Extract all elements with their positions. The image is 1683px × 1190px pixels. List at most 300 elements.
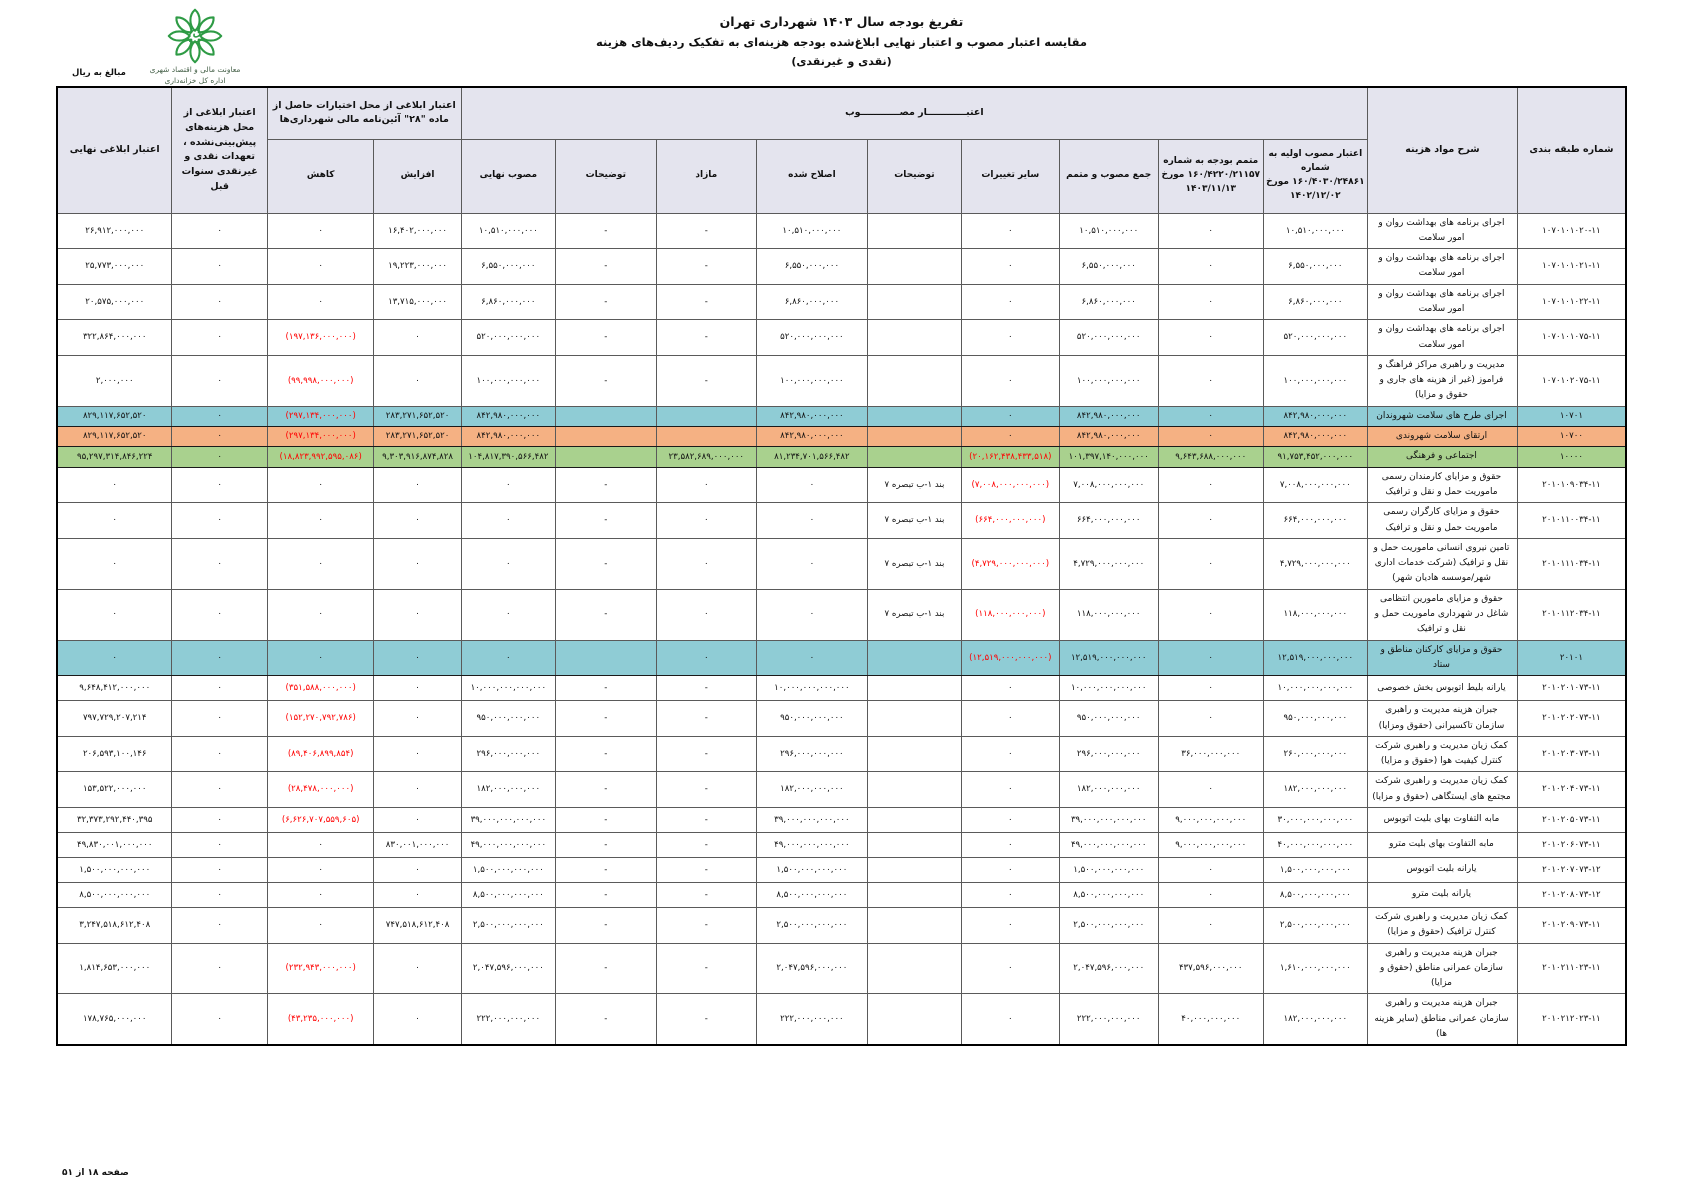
cell-increase: ۰: [374, 640, 461, 676]
cell-expense-description: مابه التفاوت بهای بلیت مترو: [1368, 833, 1518, 858]
cell-note-surplus: -: [556, 676, 656, 701]
table-row: [57, 772, 1626, 808]
cell-surplus: ۰: [656, 503, 756, 539]
cell-increase: ۰: [374, 589, 461, 640]
cell-final-approved: ۲,۰۴۷,۵۹۶,۰۰۰,۰۰۰: [461, 943, 555, 994]
cell-initial-approved: ۸,۵۰۰,۰۰۰,۰۰۰,۰۰۰: [1263, 883, 1368, 908]
cell-final-allocated: ۸۲۹,۱۱۷,۶۵۲,۵۲۰: [57, 427, 172, 447]
table-row: [57, 320, 1626, 356]
cell-note-surplus: -: [556, 355, 656, 406]
cell-final-allocated: ۸,۵۰۰,۰۰۰,۰۰۰,۰۰۰: [57, 883, 172, 908]
cell-final-approved: ۹۵۰,۰۰۰,۰۰۰,۰۰۰: [461, 701, 555, 737]
cell-unforeseen: ۰: [172, 736, 267, 772]
cell-expense-description: کمک زیان مدیریت و راهبری شرکت مجتمع های ایستگاهی (حقوق و مزایا): [1368, 772, 1518, 808]
cell-unforeseen: ۰: [172, 676, 267, 701]
cell-initial-approved: ۱۸۲,۰۰۰,۰۰۰,۰۰۰: [1263, 994, 1368, 1045]
cell-final-approved: ۱,۵۰۰,۰۰۰,۰۰۰,۰۰۰: [461, 858, 555, 883]
cell-unforeseen: ۰: [172, 589, 267, 640]
cell-decrease: (۴۳,۲۳۵,۰۰۰,۰۰۰): [267, 994, 374, 1045]
cell-decrease: ۰: [267, 833, 374, 858]
col-header-decrease: کاهش: [267, 139, 374, 213]
cell-final-approved: ۶,۵۵۰,۰۰۰,۰۰۰: [461, 249, 555, 285]
cell-note-surplus: -: [556, 467, 656, 503]
cell-other-changes: (۱۱۸,۰۰۰,۰۰۰,۰۰۰): [962, 589, 1059, 640]
cell-expense-description: جبران هزینه مدیریت و راهبری سازمان عمرانی مناطق (سایر هزینه ها): [1368, 994, 1518, 1045]
cell-other-changes: (۷,۰۰۸,۰۰۰,۰۰۰,۰۰۰): [962, 467, 1059, 503]
cell-initial-approved: ۶,۵۵۰,۰۰۰,۰۰۰: [1263, 249, 1368, 285]
cell-initial-approved: ۱,۶۱۰,۰۰۰,۰۰۰,۰۰۰: [1263, 943, 1368, 994]
cell-classification-code: ۲۰۱۰۲۱۲۰۲۳-۱۱: [1517, 994, 1626, 1045]
cell-decrease: ۰: [267, 858, 374, 883]
cell-note-changes: [867, 447, 961, 467]
cell-initial-approved: ۲,۵۰۰,۰۰۰,۰۰۰,۰۰۰: [1263, 908, 1368, 944]
cell-other-changes: ۰: [962, 883, 1059, 908]
cell-note-changes: [867, 943, 961, 994]
cell-note-surplus: -: [556, 284, 656, 320]
cell-surplus: ۰: [656, 467, 756, 503]
cell-classification-code: ۲۰۱۰۱۱۰۰۳۴-۱۱: [1517, 503, 1626, 539]
col-header-other-changes: سایر تغییرات: [962, 139, 1059, 213]
cell-supplement: ۳۶,۰۰۰,۰۰۰,۰۰۰: [1158, 736, 1263, 772]
org-header: [110, 8, 280, 87]
table-row: [57, 427, 1626, 447]
cell-initial-approved: ۲۶۰,۰۰۰,۰۰۰,۰۰۰: [1263, 736, 1368, 772]
cell-note-changes: [867, 833, 961, 858]
cell-sum-approved: ۴,۷۲۹,۰۰۰,۰۰۰,۰۰۰: [1059, 538, 1158, 589]
cell-classification-code: ۱۰۷۰۰: [1517, 427, 1626, 447]
cell-other-changes: ۰: [962, 284, 1059, 320]
cell-increase: ۰: [374, 676, 461, 701]
cell-sum-approved: ۳۹,۰۰۰,۰۰۰,۰۰۰,۰۰۰: [1059, 808, 1158, 833]
cell-expense-description: تامین نیروی انسانی ماموریت حمل و نقل و ترافیک (شرکت خدمات اداری شهر/موسسه هادیان شهر): [1368, 538, 1518, 589]
cell-initial-approved: ۱۰,۵۱۰,۰۰۰,۰۰۰: [1263, 213, 1368, 249]
cell-note-changes: [867, 883, 961, 908]
cell-note-surplus: -: [556, 858, 656, 883]
cell-expense-description: اجرای برنامه های بهداشت روان و امور سلامت: [1368, 320, 1518, 356]
cell-sum-approved: ۸,۵۰۰,۰۰۰,۰۰۰,۰۰۰: [1059, 883, 1158, 908]
cell-increase: ۰: [374, 883, 461, 908]
col-header-surplus: مازاد: [656, 139, 756, 213]
cell-other-changes: ۰: [962, 213, 1059, 249]
cell-expense-description: اجرای برنامه های بهداشت روان و امور سلامت: [1368, 213, 1518, 249]
cell-other-changes: ۰: [962, 908, 1059, 944]
cell-unforeseen: ۰: [172, 908, 267, 944]
cell-supplement: ۰: [1158, 701, 1263, 737]
table-row: [57, 701, 1626, 737]
cell-final-allocated: ۷۹۷,۷۲۹,۲۰۷,۲۱۴: [57, 701, 172, 737]
cell-decrease: ۰: [267, 883, 374, 908]
cell-supplement: ۰: [1158, 284, 1263, 320]
cell-initial-approved: ۱۸۲,۰۰۰,۰۰۰,۰۰۰: [1263, 772, 1368, 808]
cell-note-surplus: -: [556, 833, 656, 858]
cell-unforeseen: ۰: [172, 858, 267, 883]
cell-decrease: ۰: [267, 908, 374, 944]
page-number: صفحه ۱۸ از ۵۱: [62, 1168, 129, 1178]
cell-initial-approved: ۱۲,۵۱۹,۰۰۰,۰۰۰,۰۰۰: [1263, 640, 1368, 676]
cell-decrease: (۱۵۲,۲۷۰,۷۹۲,۷۸۶): [267, 701, 374, 737]
col-header-expense-description: شرح مواد هزینه: [1368, 87, 1518, 213]
org-name-line1: معاونت مالی و اقتصاد شهری: [149, 65, 241, 74]
page-title: تفریغ بودجه سال ۱۴۰۳ شهرداری تهران: [719, 14, 964, 29]
document-header: [400, 14, 1283, 68]
cell-initial-approved: ۳۰,۰۰۰,۰۰۰,۰۰۰,۰۰۰: [1263, 808, 1368, 833]
cell-expense-description: یارانه بلیت اتوبوس: [1368, 858, 1518, 883]
cell-note-surplus: -: [556, 701, 656, 737]
cell-initial-approved: ۹۱,۷۵۳,۴۵۲,۰۰۰,۰۰۰: [1263, 447, 1368, 467]
cell-other-changes: ۰: [962, 994, 1059, 1045]
table-row: [57, 833, 1626, 858]
cell-sum-approved: ۶,۵۵۰,۰۰۰,۰۰۰: [1059, 249, 1158, 285]
cell-classification-code: ۲۰۱۰۱۱۱۰۳۴-۱۱: [1517, 538, 1626, 589]
cell-sum-approved: ۶۶۴,۰۰۰,۰۰۰,۰۰۰: [1059, 503, 1158, 539]
cell-other-changes: ۰: [962, 736, 1059, 772]
cell-expense-description: کمک زیان مدیریت و راهبری شرکت کنترل کیفیت هوا (حقوق و مزایا): [1368, 736, 1518, 772]
cell-classification-code: ۲۰۱۰۲۰۸۰۷۳-۱۲: [1517, 883, 1626, 908]
cell-surplus: -: [656, 943, 756, 994]
table-row: [57, 736, 1626, 772]
cell-expense-description: اجرای برنامه های بهداشت روان و امور سلامت: [1368, 249, 1518, 285]
cell-classification-code: ۲۰۱۰۱۰۹۰۳۴-۱۱: [1517, 467, 1626, 503]
cell-other-changes: ۰: [962, 355, 1059, 406]
cell-classification-code: ۱۰۷۰۱۰۱۰۲۱-۱۱: [1517, 249, 1626, 285]
cell-final-allocated: ۲۰,۵۷۵,۰۰۰,۰۰۰: [57, 284, 172, 320]
cell-note-changes: [867, 772, 961, 808]
cell-note-changes: [867, 676, 961, 701]
cell-unforeseen: ۰: [172, 213, 267, 249]
table-row: [57, 355, 1626, 406]
cell-surplus: -: [656, 213, 756, 249]
page-subtitle-2: (نقدی و غیرنقدی): [791, 55, 892, 68]
cell-modified: ۵۲۰,۰۰۰,۰۰۰,۰۰۰: [757, 320, 868, 356]
cell-classification-code: ۱۰۷۰۱۰۱۰۲۰-۱۱: [1517, 213, 1626, 249]
cell-classification-code: ۱۰۷۰۱۰۱۰۷۵-۱۱: [1517, 320, 1626, 356]
cell-final-approved: ۲,۵۰۰,۰۰۰,۰۰۰,۰۰۰: [461, 908, 555, 944]
cell-increase: ۱۶,۴۰۲,۰۰۰,۰۰۰: [374, 213, 461, 249]
cell-modified: ۱۰,۵۱۰,۰۰۰,۰۰۰: [757, 213, 868, 249]
cell-unforeseen: ۰: [172, 943, 267, 994]
cell-note-changes: [867, 908, 961, 944]
page-subtitle: مقایسه اعتبار مصوب و اعتبار نهایی ابلاغ‌شده بودجه هزینه‌ای به تفکیک ردیف‌های هزینه: [596, 35, 1087, 49]
cell-classification-code: ۲۰۱۰۲۰۳۰۷۳-۱۱: [1517, 736, 1626, 772]
cell-final-approved: ۱۰۴,۸۱۷,۳۹۰,۵۶۶,۴۸۲: [461, 447, 555, 467]
cell-note-surplus: [556, 406, 656, 426]
cell-decrease: (۲۳۲,۹۴۳,۰۰۰,۰۰۰): [267, 943, 374, 994]
cell-unforeseen: ۰: [172, 503, 267, 539]
cell-note-surplus: -: [556, 538, 656, 589]
cell-supplement: ۰: [1158, 676, 1263, 701]
cell-supplement: ۰: [1158, 406, 1263, 426]
cell-increase: ۰: [374, 701, 461, 737]
cell-final-allocated: ۰: [57, 589, 172, 640]
table-header: [57, 87, 1626, 213]
cell-classification-code: ۲۰۱۰۱۱۲۰۳۴-۱۱: [1517, 589, 1626, 640]
cell-increase: ۱۹,۲۲۳,۰۰۰,۰۰۰: [374, 249, 461, 285]
cell-initial-approved: ۹۵۰,۰۰۰,۰۰۰,۰۰۰: [1263, 701, 1368, 737]
cell-unforeseen: ۰: [172, 994, 267, 1045]
cell-note-surplus: -: [556, 883, 656, 908]
cell-surplus: [656, 427, 756, 447]
col-header-note-surplus: توضیحات: [556, 139, 656, 213]
table-row: [57, 213, 1626, 249]
cell-unforeseen: ۰: [172, 447, 267, 467]
cell-sum-approved: ۱۰,۰۰۰,۰۰۰,۰۰۰,۰۰۰: [1059, 676, 1158, 701]
cell-modified: ۸۴۲,۹۸۰,۰۰۰,۰۰۰: [757, 406, 868, 426]
cell-surplus: -: [656, 772, 756, 808]
cell-expense-description: حقوق و مزایای کارگران رسمی ماموریت حمل و نقل و ترافیک: [1368, 503, 1518, 539]
cell-supplement: ۰: [1158, 858, 1263, 883]
cell-expense-description: اجرای طرح های سلامت شهروندان: [1368, 406, 1518, 426]
cell-note-changes: [867, 213, 961, 249]
table-row: [57, 447, 1626, 467]
table-row: [57, 883, 1626, 908]
table-row: [57, 943, 1626, 994]
cell-sum-approved: ۲,۰۴۷,۵۹۶,۰۰۰,۰۰۰: [1059, 943, 1158, 994]
cell-other-changes: ۰: [962, 406, 1059, 426]
cell-modified: ۰: [757, 467, 868, 503]
cell-sum-approved: ۸۴۲,۹۸۰,۰۰۰,۰۰۰: [1059, 406, 1158, 426]
cell-note-changes: [867, 320, 961, 356]
cell-expense-description: حقوق و مزایای مامورین انتظامی شاغل در شهرداری ماموریت حمل و نقل و ترافیک: [1368, 589, 1518, 640]
cell-modified: ۰: [757, 640, 868, 676]
cell-classification-code: ۲۰۱۰۲۰۵۰۷۳-۱۱: [1517, 808, 1626, 833]
cell-surplus: -: [656, 808, 756, 833]
cell-increase: ۲۸۳,۲۷۱,۶۵۲,۵۲۰: [374, 427, 461, 447]
cell-final-approved: ۰: [461, 538, 555, 589]
cell-modified: ۰: [757, 503, 868, 539]
cell-expense-description: جبران هزینه مدیریت و راهبری سازمان تاکسیرانی (حقوق ومزایا): [1368, 701, 1518, 737]
cell-decrease: (۲۸,۴۷۸,۰۰۰,۰۰۰): [267, 772, 374, 808]
cell-initial-approved: ۱,۵۰۰,۰۰۰,۰۰۰,۰۰۰: [1263, 858, 1368, 883]
cell-initial-approved: ۱۰,۰۰۰,۰۰۰,۰۰۰,۰۰۰: [1263, 676, 1368, 701]
cell-classification-code: ۱۰۷۰۱۰۲۰۷۵-۱۱: [1517, 355, 1626, 406]
cell-other-changes: ۰: [962, 320, 1059, 356]
cell-note-surplus: -: [556, 320, 656, 356]
cell-decrease: (۲۹۷,۱۳۴,۰۰۰,۰۰۰): [267, 427, 374, 447]
cell-supplement: ۰: [1158, 249, 1263, 285]
tehran-municipality-logo-icon: [110, 8, 280, 64]
cell-supplement: ۹,۶۴۳,۶۸۸,۰۰۰,۰۰۰: [1158, 447, 1263, 467]
cell-unforeseen: ۰: [172, 284, 267, 320]
cell-note-changes: [867, 858, 961, 883]
cell-modified: ۳۹,۰۰۰,۰۰۰,۰۰۰,۰۰۰: [757, 808, 868, 833]
cell-increase: ۰: [374, 736, 461, 772]
cell-supplement: ۹,۰۰۰,۰۰۰,۰۰۰,۰۰۰: [1158, 833, 1263, 858]
cell-modified: ۸۴۲,۹۸۰,۰۰۰,۰۰۰: [757, 427, 868, 447]
cell-unforeseen: ۰: [172, 640, 267, 676]
cell-other-changes: (۴,۷۲۹,۰۰۰,۰۰۰,۰۰۰): [962, 538, 1059, 589]
cell-other-changes: ۰: [962, 858, 1059, 883]
cell-note-changes: [867, 994, 961, 1045]
cell-note-changes: بند ۱-ب تبصره ۷: [867, 467, 961, 503]
cell-note-changes: [867, 284, 961, 320]
cell-sum-approved: ۴۹,۰۰۰,۰۰۰,۰۰۰,۰۰۰: [1059, 833, 1158, 858]
cell-unforeseen: ۰: [172, 538, 267, 589]
cell-note-changes: بند ۱-ب تبصره ۷: [867, 503, 961, 539]
org-name-line2: اداره کل خزانه‌داری: [164, 76, 226, 86]
cell-unforeseen: ۰: [172, 701, 267, 737]
cell-increase: ۰: [374, 467, 461, 503]
cell-sum-approved: ۱۰,۵۱۰,۰۰۰,۰۰۰: [1059, 213, 1158, 249]
table-row: [57, 808, 1626, 833]
cell-classification-code: ۲۰۱۰۲۰۲۰۷۳-۱۱: [1517, 701, 1626, 737]
cell-initial-approved: ۴۰,۰۰۰,۰۰۰,۰۰۰,۰۰۰: [1263, 833, 1368, 858]
cell-unforeseen: ۰: [172, 883, 267, 908]
cell-increase: ۲۸۳,۲۷۱,۶۵۲,۵۲۰: [374, 406, 461, 426]
cell-note-surplus: [556, 447, 656, 467]
cell-final-allocated: ۴۹,۸۳۰,۰۰۱,۰۰۰,۰۰۰: [57, 833, 172, 858]
cell-note-changes: [867, 736, 961, 772]
cell-decrease: (۸۹,۴۰۶,۸۹۹,۸۵۴): [267, 736, 374, 772]
cell-classification-code: ۲۰۱۰۲۰۹۰۷۳-۱۱: [1517, 908, 1626, 944]
cell-note-changes: [867, 427, 961, 447]
cell-final-approved: ۳۹,۰۰۰,۰۰۰,۰۰۰,۰۰۰: [461, 808, 555, 833]
cell-note-changes: [867, 701, 961, 737]
cell-final-approved: ۰: [461, 503, 555, 539]
cell-modified: ۰: [757, 538, 868, 589]
cell-expense-description: اجتماعی و فرهنگی: [1368, 447, 1518, 467]
cell-expense-description: مابه التفاوت بهای بلیت اتوبوس: [1368, 808, 1518, 833]
cell-final-allocated: ۳۲,۳۷۳,۲۹۲,۴۴۰,۳۹۵: [57, 808, 172, 833]
cell-note-changes: بند ۱-ب تبصره ۷: [867, 589, 961, 640]
cell-final-allocated: ۳۲۲,۸۶۴,۰۰۰,۰۰۰: [57, 320, 172, 356]
cell-final-allocated: ۲۵,۷۷۳,۰۰۰,۰۰۰: [57, 249, 172, 285]
table-row: [57, 676, 1626, 701]
cell-surplus: -: [656, 994, 756, 1045]
cell-note-changes: [867, 249, 961, 285]
cell-final-allocated: ۰: [57, 538, 172, 589]
cell-note-surplus: -: [556, 772, 656, 808]
currency-note: مبالغ به ریال: [72, 68, 126, 78]
cell-increase: ۰: [374, 943, 461, 994]
cell-other-changes: ۰: [962, 943, 1059, 994]
cell-increase: ۹,۳۰۳,۹۱۶,۸۷۴,۸۲۸: [374, 447, 461, 467]
cell-unforeseen: ۰: [172, 833, 267, 858]
cell-initial-approved: ۸۴۲,۹۸۰,۰۰۰,۰۰۰: [1263, 406, 1368, 426]
cell-final-allocated: ۰: [57, 503, 172, 539]
cell-final-allocated: ۹۵,۲۹۷,۳۱۴,۸۴۶,۲۲۴: [57, 447, 172, 467]
cell-decrease: ۰: [267, 213, 374, 249]
cell-final-allocated: ۸۲۹,۱۱۷,۶۵۲,۵۲۰: [57, 406, 172, 426]
cell-decrease: (۳۵۱,۵۸۸,۰۰۰,۰۰۰): [267, 676, 374, 701]
cell-final-approved: ۰: [461, 467, 555, 503]
col-header-modified: اصلاح شده: [757, 139, 868, 213]
cell-classification-code: ۲۰۱۰۲۱۱۰۲۳-۱۱: [1517, 943, 1626, 994]
cell-final-approved: ۰: [461, 640, 555, 676]
cell-final-allocated: ۰: [57, 467, 172, 503]
cell-supplement: ۰: [1158, 320, 1263, 356]
col-header-note-changes: توضیحات: [867, 139, 961, 213]
cell-modified: ۶,۵۵۰,۰۰۰,۰۰۰: [757, 249, 868, 285]
cell-sum-approved: ۱۰۱,۳۹۷,۱۴۰,۰۰۰,۰۰۰: [1059, 447, 1158, 467]
cell-decrease: ۰: [267, 503, 374, 539]
table-row: [57, 858, 1626, 883]
cell-increase: ۱۳,۷۱۵,۰۰۰,۰۰۰: [374, 284, 461, 320]
cell-surplus: ۰: [656, 538, 756, 589]
cell-supplement: ۰: [1158, 427, 1263, 447]
cell-classification-code: ۲۰۱۰۲۰۶۰۷۳-۱۱: [1517, 833, 1626, 858]
cell-final-allocated: ۹,۶۴۸,۴۱۲,۰۰۰,۰۰۰: [57, 676, 172, 701]
cell-modified: ۶,۸۶۰,۰۰۰,۰۰۰: [757, 284, 868, 320]
col-header-sum-approved: جمع مصوب و متمم: [1059, 139, 1158, 213]
cell-increase: ۰: [374, 772, 461, 808]
cell-note-changes: [867, 808, 961, 833]
cell-surplus: -: [656, 736, 756, 772]
cell-note-changes: [867, 640, 961, 676]
cell-increase: ۰: [374, 538, 461, 589]
cell-expense-description: حقوق و مزایای کارمندان رسمی ماموریت حمل و نقل و ترافیک: [1368, 467, 1518, 503]
cell-note-surplus: -: [556, 213, 656, 249]
table-row: [57, 284, 1626, 320]
cell-modified: ۲,۵۰۰,۰۰۰,۰۰۰,۰۰۰: [757, 908, 868, 944]
cell-increase: ۰: [374, 355, 461, 406]
cell-increase: ۰: [374, 858, 461, 883]
cell-initial-approved: ۶,۸۶۰,۰۰۰,۰۰۰: [1263, 284, 1368, 320]
col-header-supplement: متمم بودجه به شماره ۱۶۰/۴۲۲۰/۲۱۱۵۷ مورخ ۱۴۰۳/۱۱/۱۳: [1158, 139, 1263, 213]
group-header-article28: اعتبار ابلاغی از محل اختیارات حاصل از ماده "۲۸" آئین‌نامه مالی شهرداری‌ها: [267, 87, 461, 139]
cell-surplus: [656, 406, 756, 426]
cell-classification-code: ۱۰۰۰۰: [1517, 447, 1626, 467]
cell-unforeseen: ۰: [172, 406, 267, 426]
cell-final-allocated: ۲,۰۰۰,۰۰۰: [57, 355, 172, 406]
cell-sum-approved: ۶,۸۶۰,۰۰۰,۰۰۰: [1059, 284, 1158, 320]
group-header-approved-credit: اعتبــــــــــــار مصــــــــــــوب: [461, 87, 1367, 139]
cell-modified: ۱۰۰,۰۰۰,۰۰۰,۰۰۰: [757, 355, 868, 406]
cell-other-changes: (۱۲,۵۱۹,۰۰۰,۰۰۰,۰۰۰): [962, 640, 1059, 676]
cell-decrease: (۱۹۷,۱۳۶,۰۰۰,۰۰۰): [267, 320, 374, 356]
cell-initial-approved: ۱۱۸,۰۰۰,۰۰۰,۰۰۰: [1263, 589, 1368, 640]
cell-modified: ۱۸۲,۰۰۰,۰۰۰,۰۰۰: [757, 772, 868, 808]
cell-surplus: -: [656, 676, 756, 701]
cell-decrease: ۰: [267, 640, 374, 676]
cell-unforeseen: ۰: [172, 320, 267, 356]
cell-sum-approved: ۱۱۸,۰۰۰,۰۰۰,۰۰۰: [1059, 589, 1158, 640]
cell-modified: ۲۲۲,۰۰۰,۰۰۰,۰۰۰: [757, 994, 868, 1045]
col-header-classification-code: شماره طبقه بندی: [1517, 87, 1626, 213]
cell-modified: ۰: [757, 589, 868, 640]
cell-classification-code: ۲۰۱۰۲۰۷۰۷۳-۱۲: [1517, 858, 1626, 883]
cell-final-allocated: ۱۷۸,۷۶۵,۰۰۰,۰۰۰: [57, 994, 172, 1045]
table-row: [57, 467, 1626, 503]
cell-modified: ۱,۵۰۰,۰۰۰,۰۰۰,۰۰۰: [757, 858, 868, 883]
cell-sum-approved: ۲۹۶,۰۰۰,۰۰۰,۰۰۰: [1059, 736, 1158, 772]
cell-decrease: ۰: [267, 538, 374, 589]
cell-final-approved: ۱۰,۰۰۰,۰۰۰,۰۰۰,۰۰۰: [461, 676, 555, 701]
cell-final-approved: ۲۲۲,۰۰۰,۰۰۰,۰۰۰: [461, 994, 555, 1045]
cell-decrease: (۲۹۷,۱۳۴,۰۰۰,۰۰۰): [267, 406, 374, 426]
cell-increase: ۷۴۷,۵۱۸,۶۱۲,۴۰۸: [374, 908, 461, 944]
cell-note-surplus: -: [556, 994, 656, 1045]
cell-modified: ۸۱,۲۳۴,۷۰۱,۵۶۶,۴۸۲: [757, 447, 868, 467]
cell-supplement: ۹,۰۰۰,۰۰۰,۰۰۰,۰۰۰: [1158, 808, 1263, 833]
cell-sum-approved: ۹۵۰,۰۰۰,۰۰۰,۰۰۰: [1059, 701, 1158, 737]
cell-supplement: ۰: [1158, 883, 1263, 908]
cell-modified: ۹۵۰,۰۰۰,۰۰۰,۰۰۰: [757, 701, 868, 737]
cell-expense-description: ارتقای سلامت شهروندی: [1368, 427, 1518, 447]
cell-modified: ۴۹,۰۰۰,۰۰۰,۰۰۰,۰۰۰: [757, 833, 868, 858]
cell-surplus: ۲۳,۵۸۲,۶۸۹,۰۰۰,۰۰۰: [656, 447, 756, 467]
budget-table: [56, 86, 1627, 1046]
cell-final-approved: ۱۰,۵۱۰,۰۰۰,۰۰۰: [461, 213, 555, 249]
cell-surplus: ۰: [656, 589, 756, 640]
cell-other-changes: ۰: [962, 249, 1059, 285]
cell-unforeseen: ۰: [172, 808, 267, 833]
cell-surplus: -: [656, 701, 756, 737]
cell-unforeseen: ۰: [172, 249, 267, 285]
cell-final-approved: ۰: [461, 589, 555, 640]
cell-increase: ۰: [374, 320, 461, 356]
cell-surplus: -: [656, 833, 756, 858]
cell-initial-approved: ۵۲۰,۰۰۰,۰۰۰,۰۰۰: [1263, 320, 1368, 356]
